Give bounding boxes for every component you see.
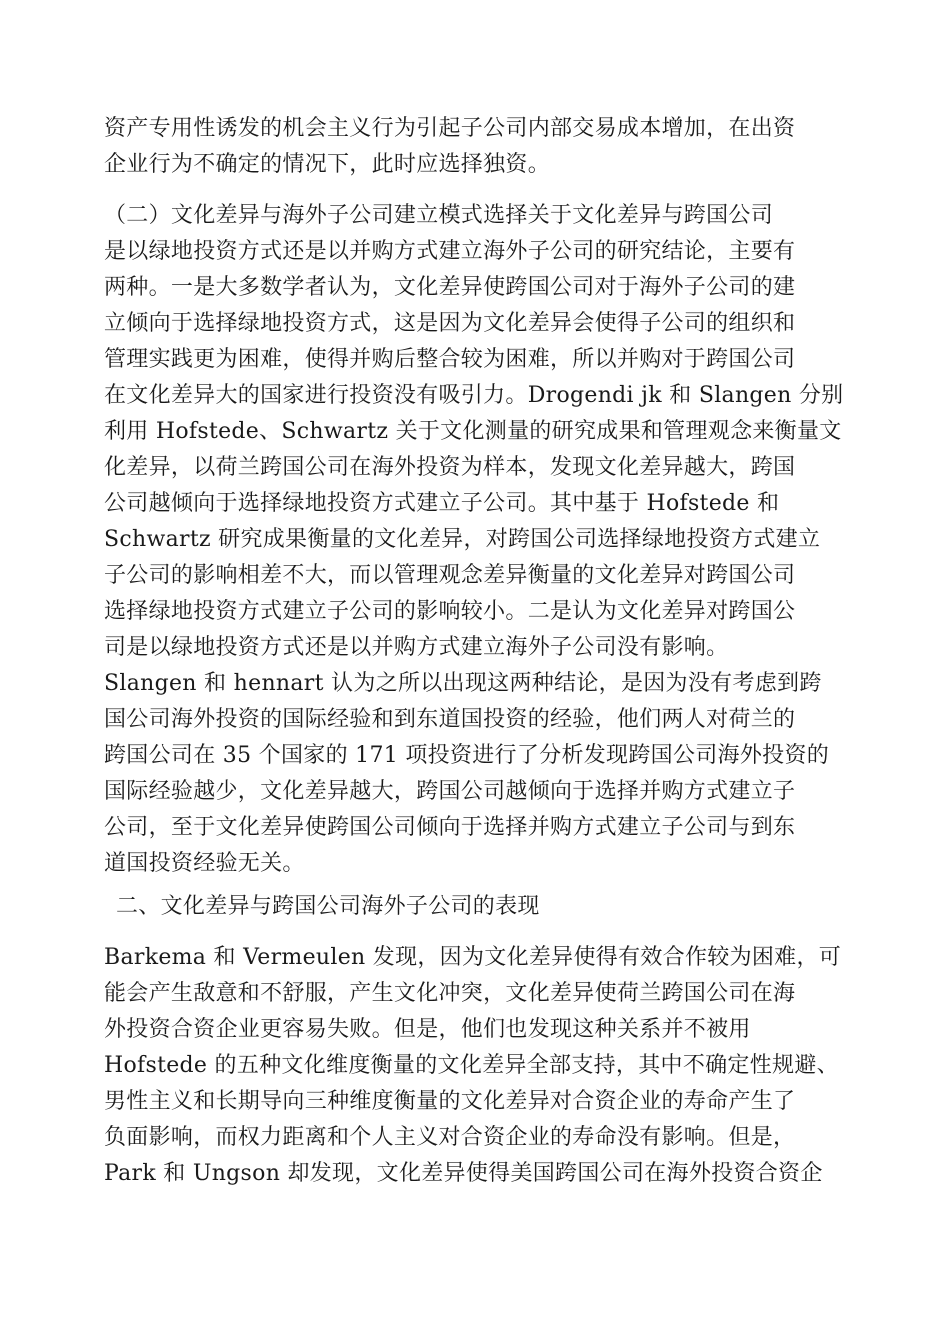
paragraph-3-line-1: Barkema 和 Vermeulen 发现，因为文化差异使得有效合作较为困难，可 bbox=[104, 945, 842, 970]
paragraph-2-line-1: （二）文化差异与海外子公司建立模式选择关于文化差异与跨国公司 bbox=[104, 203, 774, 228]
paragraph-1-line-2: 企业行为不确定的情况下，此时应选择独资。 bbox=[104, 152, 551, 177]
paragraph-2-line-6: 在文化差异大的国家进行投资没有吸引力。Drogendi jk 和 Slangen 分别 bbox=[104, 383, 844, 408]
paragraph-2-line-2: 是以绿地投资方式还是以并购方式建立海外子公司的研究结论，主要有 bbox=[104, 239, 796, 264]
paragraph-2-line-14: Slangen 和 hennart 认为之所以出现这两种结论，是因为没有考虑到跨 bbox=[104, 671, 822, 696]
paragraph-3-line-2: 能会产生敌意和不舒服，产生文化冲突，文化差异使荷兰跨国公司在海 bbox=[104, 981, 796, 1006]
paragraph-2-line-19: 道国投资经验无关。 bbox=[104, 851, 305, 876]
paragraph-2-line-8: 化差异，以荷兰跨国公司在海外投资为样本，发现文化差异越大，跨国 bbox=[104, 455, 796, 480]
paragraph-3-line-5: 男性主义和长期导向三种维度衡量的文化差异对合资企业的寿命产生了 bbox=[104, 1089, 796, 1114]
paragraph-2-line-7: 利用 Hofstede、Schwartz 关于文化测量的研究成果和管理观念来衡量文 bbox=[104, 419, 842, 444]
paragraph-2-line-13: 司是以绿地投资方式还是以并购方式建立海外子公司没有影响。 bbox=[104, 635, 729, 660]
paragraph-2-line-10: Schwartz 研究成果衡量的文化差异，对跨国公司选择绿地投资方式建立 bbox=[104, 527, 821, 552]
paragraph-2-line-12: 选择绿地投资方式建立子公司的影响较小。二是认为文化差异对跨国公 bbox=[104, 599, 796, 624]
paragraph-3-line-6: 负面影响，而权力距离和个人主义对合资企业的寿命没有影响。但是， bbox=[104, 1125, 796, 1150]
paragraph-2-line-5: 管理实践更为困难，使得并购后整合较为困难，所以并购对于跨国公司 bbox=[104, 347, 796, 372]
section-heading-2: 二、文化差异与跨国公司海外子公司的表现 bbox=[116, 894, 540, 919]
paragraph-1-line-1: 资产专用性诱发的机会主义行为引起子公司内部交易成本增加，在出资 bbox=[104, 116, 796, 141]
paragraph-2-line-16: 跨国公司在 35 个国家的 171 项投资进行了分析发现跨国公司海外投资的 bbox=[104, 743, 830, 768]
paragraph-2-line-11: 子公司的影响相差不大，而以管理观念差异衡量的文化差异对跨国公司 bbox=[104, 563, 796, 588]
paragraph-2-line-9: 公司越倾向于选择绿地投资方式建立子公司。其中基于 Hofstede 和 bbox=[104, 491, 780, 516]
paragraph-3-line-4: Hofstede 的五种文化维度衡量的文化差异全部支持，其中不确定性规避、 bbox=[104, 1053, 839, 1078]
paragraph-2-line-17: 国际经验越少，文化差异越大，跨国公司越倾向于选择并购方式建立子 bbox=[104, 779, 796, 804]
paragraph-2-line-15: 国公司海外投资的国际经验和到东道国投资的经验，他们两人对荷兰的 bbox=[104, 707, 796, 732]
paragraph-2-line-18: 公司，至于文化差异使跨国公司倾向于选择并购方式建立子公司与到东 bbox=[104, 815, 796, 840]
paragraph-2-line-4: 立倾向于选择绿地投资方式，这是因为文化差异会使得子公司的组织和 bbox=[104, 311, 796, 336]
paragraph-2-line-3: 两种。一是大多数学者认为，文化差异使跨国公司对于海外子公司的建 bbox=[104, 275, 796, 300]
paragraph-3-line-7: Park 和 Ungson 却发现，文化差异使得美国跨国公司在海外投资合资企 bbox=[104, 1161, 823, 1186]
paragraph-3-line-3: 外投资合资企业更容易失败。但是，他们也发现这种关系并不被用 bbox=[104, 1017, 751, 1042]
